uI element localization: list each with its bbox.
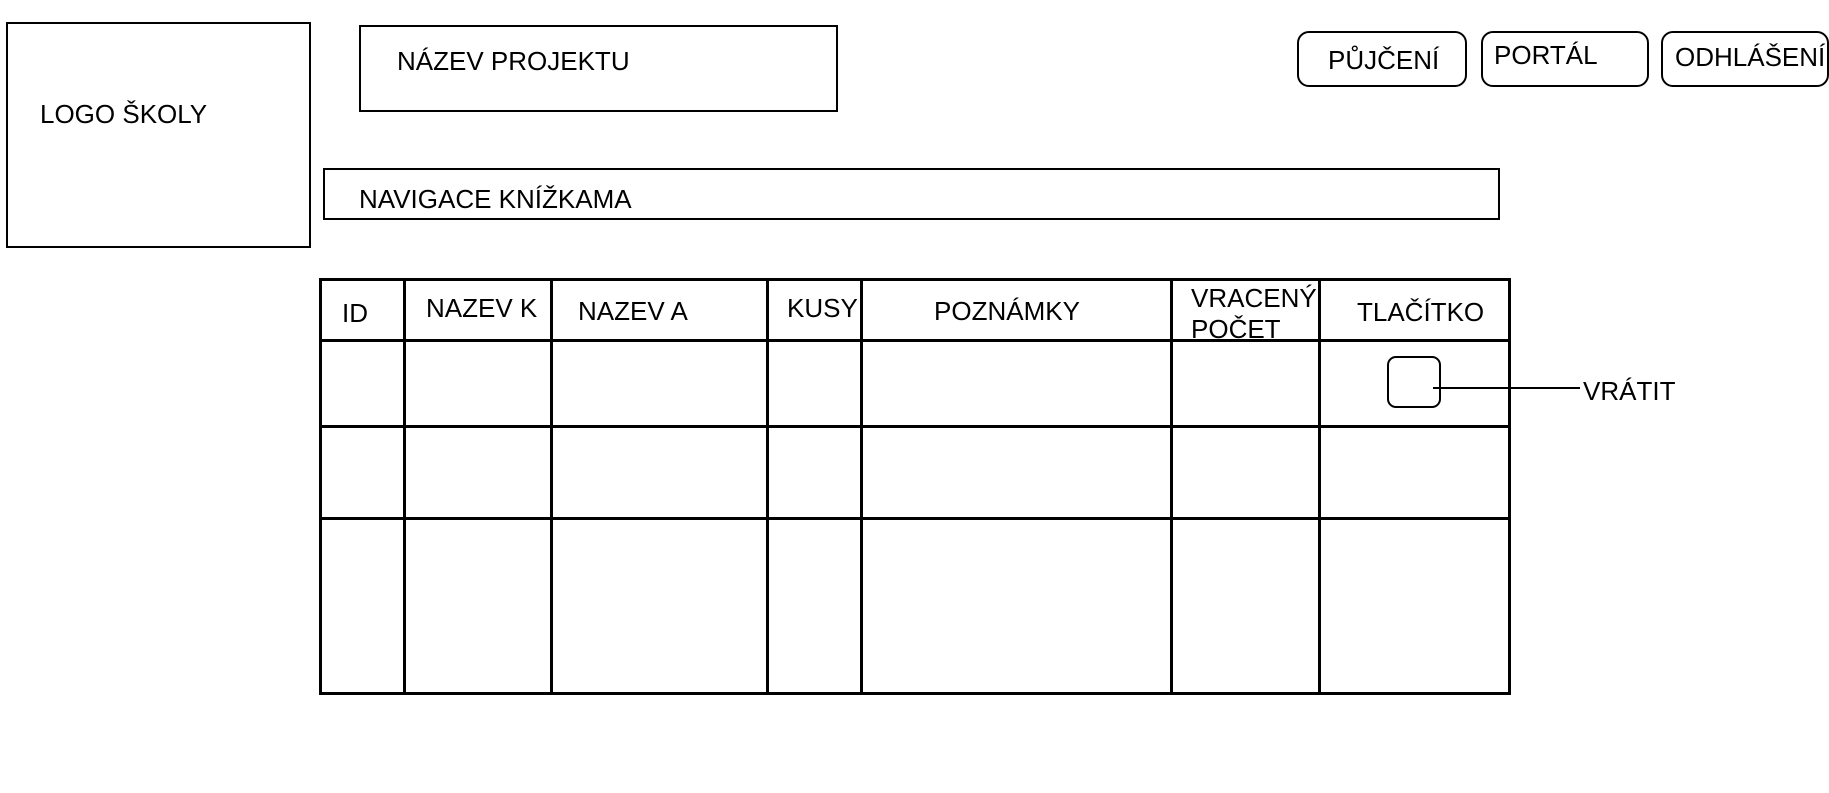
column-header-returned-count <box>1172 280 1320 345</box>
table-row <box>321 519 1510 694</box>
lend-button[interactable] <box>1297 31 1467 87</box>
table-cell <box>1320 427 1510 519</box>
table-cell <box>552 341 768 427</box>
return-callout-label: VRÁTIT <box>1583 376 1676 406</box>
table-row <box>321 341 1510 427</box>
table-row <box>321 427 1510 519</box>
book-navigation-label: NAVIGACE KNÍŽKAMA <box>359 184 632 214</box>
table-cell <box>768 341 862 427</box>
project-title: NÁZEV PROJEKTU <box>397 46 630 76</box>
return-callout-line <box>1433 387 1580 389</box>
books-table-wrapper <box>319 278 1508 694</box>
table-cell <box>552 519 768 694</box>
column-header-author-name-label: NAZEV A <box>578 296 688 326</box>
school-logo-box <box>6 22 311 248</box>
table-cell <box>321 519 405 694</box>
table-cell <box>405 519 552 694</box>
column-header-author-name <box>552 280 768 341</box>
logout-button[interactable] <box>1661 31 1829 87</box>
table-cell <box>405 427 552 519</box>
portal-button[interactable] <box>1481 31 1649 87</box>
table-cell <box>1320 519 1510 694</box>
column-header-book-name-label: NAZEV K <box>426 293 538 323</box>
table-cell <box>321 427 405 519</box>
table-cell <box>768 427 862 519</box>
table-cell <box>862 519 1172 694</box>
lend-button-label: PŮJČENÍ <box>1328 45 1440 75</box>
column-header-id <box>321 280 405 341</box>
button-cell <box>1320 341 1510 427</box>
table-cell <box>862 427 1172 519</box>
return-button[interactable] <box>1387 356 1441 408</box>
column-header-pieces-label: KUSY <box>787 293 858 323</box>
table-cell <box>768 519 862 694</box>
column-header-button-label: TLAČÍTKO <box>1357 297 1485 327</box>
table-cell <box>405 341 552 427</box>
book-navigation-bar[interactable] <box>323 168 1500 220</box>
portal-button-label: PORTÁL <box>1494 40 1598 70</box>
project-title-box <box>359 25 838 112</box>
table-cell <box>862 341 1172 427</box>
table-cell <box>1172 341 1320 427</box>
table-cell <box>321 341 405 427</box>
table-cell <box>1172 427 1320 519</box>
column-header-pieces <box>768 280 862 341</box>
column-header-button <box>1320 280 1510 341</box>
column-header-notes <box>862 280 1172 341</box>
books-table <box>319 278 1511 695</box>
table-cell <box>1172 519 1320 694</box>
column-header-returned-count-label: VRACENÝ POČET <box>1191 283 1317 345</box>
column-header-book-name <box>405 280 552 341</box>
table-cell <box>552 427 768 519</box>
table-header-row <box>321 280 1510 341</box>
school-logo-label: LOGO ŠKOLY <box>40 99 208 129</box>
column-header-notes-label: POZNÁMKY <box>934 296 1080 326</box>
logout-button-label: ODHLÁŠENÍ <box>1675 42 1826 72</box>
column-header-id-label: ID <box>342 298 368 328</box>
